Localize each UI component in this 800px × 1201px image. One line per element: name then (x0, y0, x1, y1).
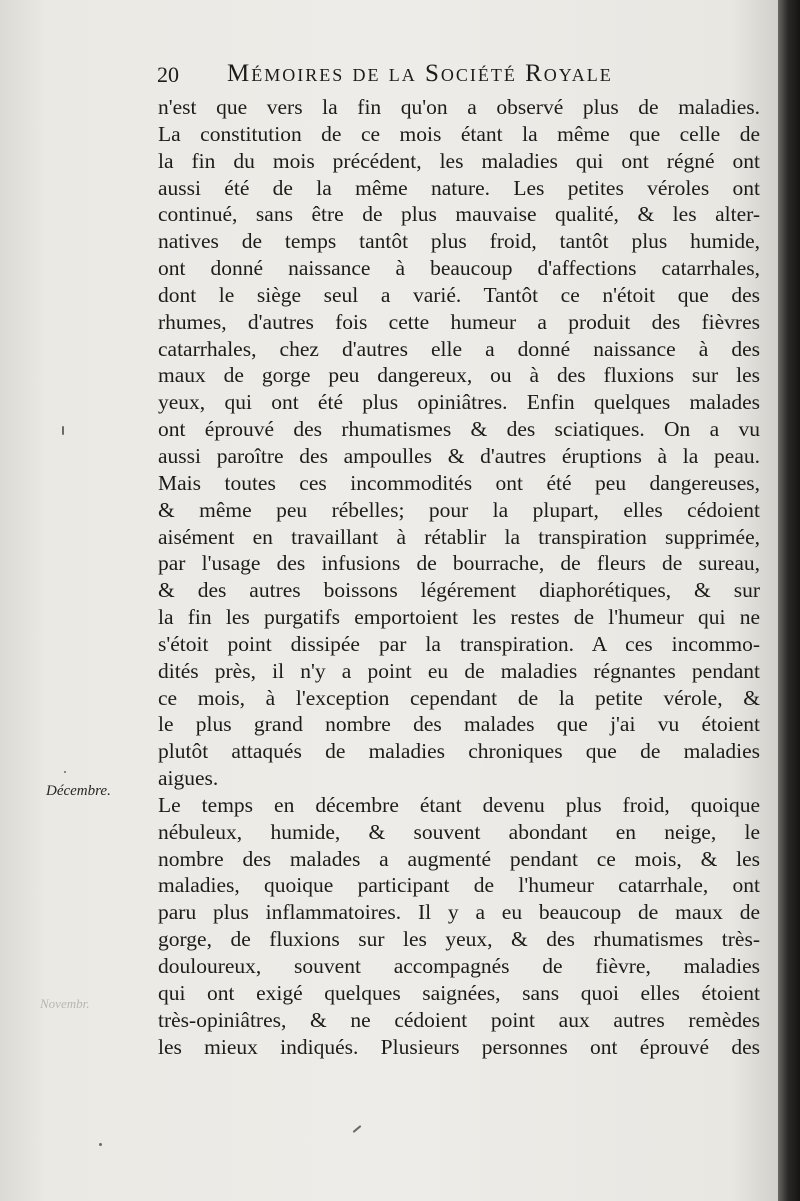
text-line: natives de temps tantôt plus froid, tantôt plus humide, (158, 229, 760, 254)
paper-speck (62, 426, 64, 435)
text-line: Le temps en décembre étant devenu plus froid, quoique (158, 792, 760, 817)
page-header (157, 58, 757, 92)
text-line: aussi paroître des ampoulles & d'autres éruptions à la peau. (158, 443, 760, 468)
paper-speck (353, 1125, 362, 1133)
text-line: yeux, qui ont été plus opiniâtres. Enfin quelques malades (158, 390, 760, 415)
text-line: plutôt attaqués de maladies chroniques que de maladies (158, 739, 760, 764)
text-line: le plus grand nombre des malades que j'ai vu étoient (158, 712, 760, 737)
text-line: aussi été de la même nature. Les petites véroles ont (158, 175, 760, 200)
running-title: Mémoires de la Société Royale (227, 60, 613, 87)
text-line: qui ont exigé quelques saignées, sans quoi elles étoient (158, 980, 760, 1005)
text-line: les mieux indiqués. Plusieurs personnes ont éprouvé des (158, 1034, 760, 1059)
text-line: ont donné naissance à beaucoup d'affections catarrhales, (158, 256, 760, 281)
margin-note: Décembre. (46, 783, 111, 799)
text-line: dont le siège seul a varié. Tantôt ce n'étoit que des (158, 282, 760, 307)
text-line: douloureux, souvent accompagnés de fièvre, maladies (158, 954, 760, 978)
book-spine-shadow (778, 0, 800, 1201)
text-line: dités près, il n'y a point eu de maladies régnantes pendant (158, 658, 760, 683)
text-line: rhumes, d'autres fois cette humeur a produit des fièvres (158, 309, 760, 334)
page-number: 20 (157, 62, 179, 87)
text-line: très-opiniâtres, & ne cédoient point aux autres remèdes (158, 1007, 760, 1032)
text-line: maladies, quoique participant de l'humeur catarrhale, ont (158, 873, 760, 898)
paper-speck (64, 771, 66, 773)
text-line: nébuleux, humide, & souvent abondant en neige, le (158, 819, 760, 844)
text-line: par l'usage des infusions de bourrache, de fleurs de sureau, (158, 551, 760, 576)
text-line: aisément en travaillant à rétablir la transpiration supprimée, (158, 524, 760, 549)
text-line: aigues. (158, 766, 219, 791)
text-line: & des autres boissons légérement diaphorétiques, & sur (158, 578, 760, 603)
text-line: la fin du mois précédent, les maladies qui ont régné ont (158, 148, 760, 173)
paper-speck (99, 1143, 102, 1146)
text-line: s'étoit point dissipée par la transpiration. A ces incommo- (158, 631, 760, 656)
text-line: maux de gorge peu dangereux, ou à des fluxions sur les (158, 363, 760, 388)
text-line: ce mois, à l'exception cependant de la petite vérole, & (158, 685, 760, 710)
text-line: Mais toutes ces incommodités ont été peu dangereuses, (158, 470, 760, 495)
bleed-through-text: Novembr. (40, 996, 90, 1011)
text-line: La constitution de ce mois étant la même que celle de (158, 121, 760, 146)
text-line: ont éprouvé des rhumatismes & des sciatiques. On a vu (158, 417, 760, 442)
text-line: paru plus inflammatoires. Il y a eu beaucoup de maux de (158, 900, 760, 925)
text-line: gorge, de fluxions sur les yeux, & des rhumatismes très- (158, 927, 760, 952)
text-line: catarrhales, chez d'autres elle a donné naissance à des (158, 336, 760, 361)
text-line: n'est que vers la fin qu'on a observé plus de maladies. (158, 95, 760, 119)
text-line: nombre des malades a augmenté pendant ce mois, & les (158, 846, 760, 871)
body-text (158, 94, 760, 1060)
text-line: la fin les purgatifs emportoient les restes de l'humeur qui ne (158, 605, 760, 630)
text-line: continué, sans être de plus mauvaise qualité, & les alter- (158, 202, 760, 227)
text-line: & même peu rébelles; pour la plupart, elles cédoient (158, 497, 760, 522)
